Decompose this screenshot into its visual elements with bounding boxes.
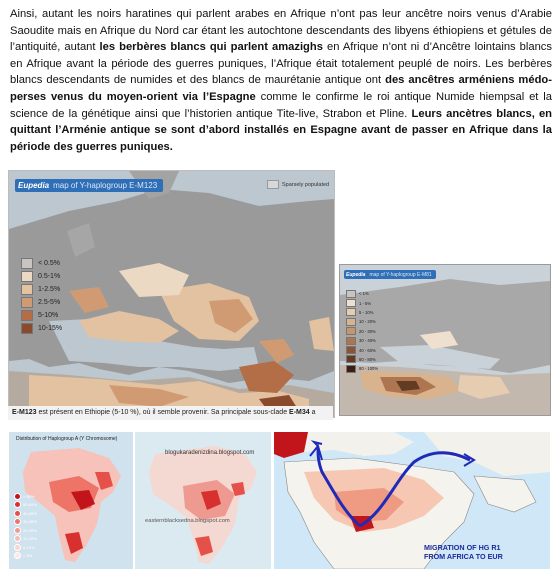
legend-label: 20 - 30%: [359, 328, 376, 334]
article-paragraph: [10, 6, 552, 155]
legend-item: [14, 543, 37, 552]
legend-label: 5 - 10%: [359, 309, 374, 315]
map-africa-blog: [135, 432, 271, 569]
legend-item: [14, 518, 37, 527]
legend-item: [346, 355, 378, 364]
legend-dot: [14, 552, 21, 559]
map-legend: [14, 492, 37, 560]
legend-label: 10-20%: [23, 536, 37, 542]
map-title: map of Y-haplogroup E-M81: [369, 271, 432, 278]
legend-dot: [14, 527, 21, 534]
legend-label: 1 - 5%: [359, 300, 372, 306]
brand-name: Eupedia: [18, 181, 50, 190]
text-run: comme le confirme le roi antique Numide hiempsal et la science de la génétique ainsi que l’historien antique Tite-live, Strabon et Pline.: [10, 90, 552, 120]
map-caption: [8, 406, 333, 420]
legend-swatch: [346, 346, 356, 354]
legend-swatch: [21, 284, 33, 295]
legend-item: [14, 552, 37, 561]
legend-swatch: [346, 355, 356, 363]
map-legend: [346, 289, 378, 374]
legend-swatch: [346, 327, 356, 335]
sparse-swatch: [267, 180, 279, 189]
legend-item: [14, 492, 37, 501]
legend-swatch: [21, 258, 33, 269]
legend-swatch: [346, 318, 356, 326]
migration-caption: [424, 543, 503, 561]
legend-swatch: [346, 365, 356, 373]
text-run: Ainsi, autant les noirs haratines qui parlent arabes en Afrique n’ont pas leur ancêtre noirs venus d’Arabie Saoudite mais en Afrique du Nord car étant les autochtone descendants des libyens éthiopiens et gétules de l’antiquité, autant: [10, 8, 552, 54]
map-haplogroup-a: [9, 432, 133, 569]
caption-text: a: [309, 409, 316, 416]
legend-item: [346, 345, 378, 354]
legend-item: [21, 257, 62, 270]
legend-item: [21, 322, 62, 335]
legend-item: [346, 317, 378, 326]
legend-label: 80 - 100%: [359, 366, 379, 372]
legend-item: [346, 327, 378, 336]
eupedia-brand-badge: [15, 179, 163, 192]
legend-swatch: [21, 310, 33, 321]
legend-dot: [14, 518, 21, 525]
legend-label: 0.5-1%: [38, 273, 61, 280]
map-legend: [21, 257, 62, 335]
legend-label: 30-40%: [23, 519, 37, 525]
legend-label: 1-2.5%: [38, 286, 61, 293]
bold-text-run: Leurs ancètres blancs, en quittant l’Arménie antique se sont d’abord installés en Espagne avant de passer en Afrique dans la période des guerres puniques.: [10, 107, 552, 153]
watermark-text: blogukaradenizdina.blogspot.com: [165, 450, 255, 456]
legend-swatch: [346, 308, 356, 316]
migration-map-graphic: [274, 432, 550, 569]
legend-dot: [14, 493, 21, 500]
legend-swatch: [346, 290, 356, 298]
legend-label: 60 - 80%: [359, 356, 376, 362]
eupedia-brand-badge: [344, 270, 436, 279]
legend-swatch: [21, 323, 33, 334]
legend-swatch: [346, 337, 356, 345]
legend-item: [14, 526, 37, 535]
legend-swatch: [21, 297, 33, 308]
legend-label: 10-15%: [38, 325, 63, 332]
legend-label: 20-30%: [23, 527, 37, 533]
legend-dot: [14, 501, 21, 508]
sparse-legend: [267, 180, 329, 189]
caption-text: est présent en Ethiopie (5-10 %), où il semble provenir. Sa principale sous-clade: [36, 409, 290, 416]
legend-label: > 60%: [23, 493, 35, 499]
legend-label: < 0.5%: [38, 260, 60, 267]
legend-label: 40-50%: [23, 510, 37, 516]
legend-item: [14, 535, 37, 544]
legend-label: < 5%: [23, 553, 33, 559]
legend-label: 30 - 40%: [359, 338, 376, 344]
caption-bold: E-M34: [289, 409, 310, 416]
legend-item: [346, 308, 378, 317]
legend-item: [21, 270, 62, 283]
legend-item: [346, 298, 378, 307]
legend-label: 5-10%: [23, 544, 35, 550]
legend-dot: [14, 544, 21, 551]
map-e-m123: [8, 170, 335, 418]
map-migration-r1: [274, 432, 550, 569]
bold-text-run: les berbères blancs qui parlent amazighs: [99, 41, 323, 54]
legend-label: < 1%: [359, 291, 369, 297]
map-title: map of Y-haplogroup E-M123: [53, 181, 158, 190]
legend-swatch: [346, 299, 356, 307]
legend-label: 10 - 20%: [359, 319, 376, 325]
caption-line: FROM AFRICA TO EUR: [424, 552, 503, 561]
legend-item: [21, 309, 62, 322]
legend-label: 5-10%: [38, 312, 59, 319]
legend-dot: [14, 510, 21, 517]
watermark-text: easternblacksedna.blogspot.com: [145, 518, 230, 524]
legend-item: [21, 296, 62, 309]
legend-label: 50-60%: [23, 502, 37, 508]
legend-item: [21, 283, 62, 296]
map-e-m81: [339, 264, 551, 416]
caption-bold: E-M123: [12, 409, 37, 416]
brand-name: Eupedia: [346, 271, 366, 278]
legend-label: 2.5-5%: [38, 299, 61, 306]
legend-item: [346, 336, 378, 345]
legend-label: 40 - 60%: [359, 347, 376, 353]
text-run: en Afrique n’ont ni d’Ancêtre lointains blancs en Afrique avant la période des guerres puniques, l’Afrique était totalement peuplé de noirs. Les berbères blancs descendants de numides et des blancs de maurétanie antique ont: [10, 41, 552, 87]
legend-item: [346, 289, 378, 298]
legend-item: [14, 501, 37, 510]
caption-line: MIGRATION OF HG R1: [424, 543, 501, 552]
legend-dot: [14, 535, 21, 542]
sparse-label: Sparsely populated: [282, 181, 330, 188]
legend-item: [346, 364, 378, 373]
map-title: Distribution of Haplogroup A (Y Chromosome): [16, 436, 118, 442]
legend-item: [14, 509, 37, 518]
legend-swatch: [21, 271, 33, 282]
bold-text-run: des ancêtres arméniens médo-perses venus du moyen-orient via l’Espagne: [10, 74, 552, 103]
